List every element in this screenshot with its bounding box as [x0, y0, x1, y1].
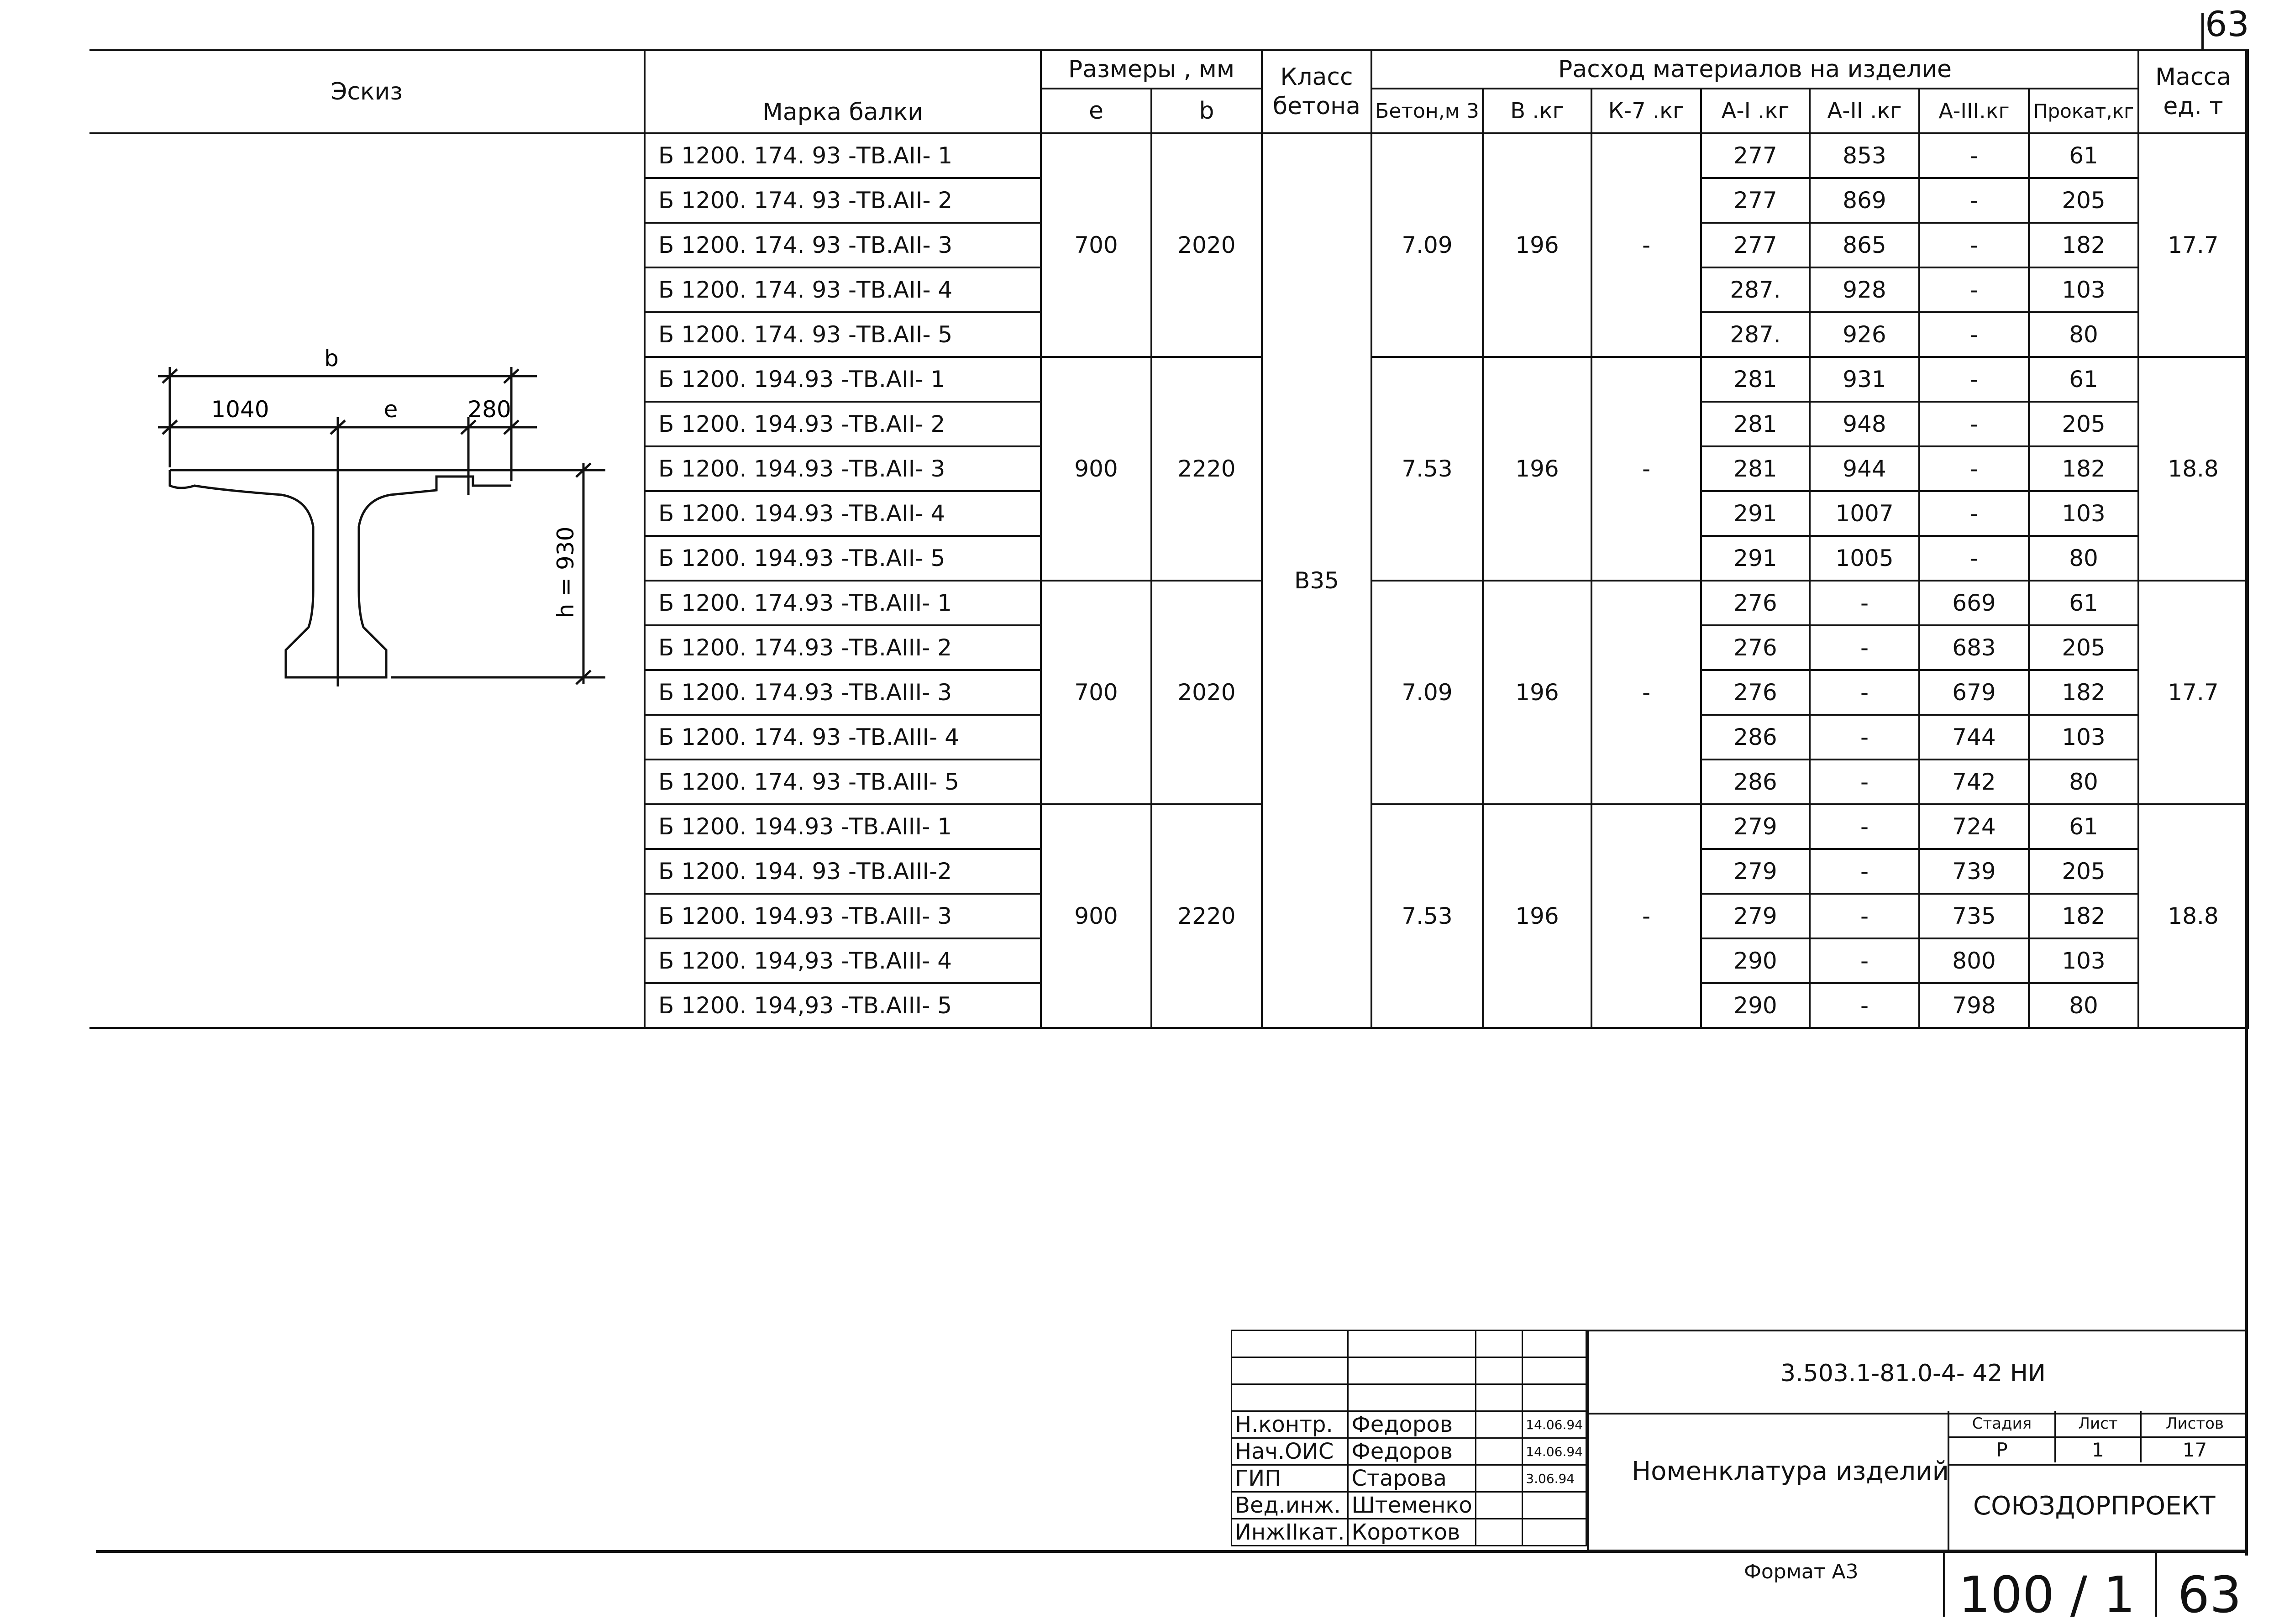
row-a3: 669 — [1919, 581, 2029, 625]
row-rolled: 182 — [2029, 894, 2138, 938]
row-a3: - — [1919, 446, 2029, 491]
group-mass: 18.8 — [2138, 804, 2248, 1028]
beam-section-sketch — [89, 134, 645, 1015]
row-a2: - — [1810, 983, 1919, 1028]
sign-date — [1523, 1492, 1586, 1519]
col-a1: А-I .кг — [1701, 89, 1810, 133]
row-a2: 865 — [1810, 223, 1919, 267]
row-mark: Б 1200. 194,93 -ТВ.АIII- 5 — [645, 983, 1041, 1028]
signature-row — [1232, 1492, 1586, 1519]
sheets-value: 17 — [2182, 1439, 2207, 1461]
dim-left: 1040 — [211, 396, 269, 423]
row-rolled: 61 — [2029, 357, 2138, 402]
row-a3: - — [1919, 357, 2029, 402]
row-rolled: 80 — [2029, 983, 2138, 1028]
document-title: Номенклатура изделий — [1632, 1456, 1949, 1486]
col-k7: К-7 .кг — [1591, 89, 1701, 133]
row-a1: 276 — [1701, 670, 1810, 715]
row-a1: 277 — [1701, 178, 1810, 223]
group-mass: 17.7 — [2138, 581, 2248, 804]
row-a3: 742 — [1919, 760, 2029, 804]
group-b: 2220 — [1151, 357, 1262, 581]
dim-e: e — [383, 396, 398, 423]
role: ИнжIIкат. — [1232, 1519, 1348, 1546]
signature-row — [1232, 1465, 1586, 1492]
row-a1: 286 — [1701, 715, 1810, 760]
row-rolled: 61 — [2029, 804, 2138, 849]
signature-row — [1232, 1519, 1586, 1546]
dim-h: h = 930 — [552, 526, 579, 618]
row-a1: 281 — [1701, 446, 1810, 491]
sheet-number-bottom: 63 — [2178, 1566, 2242, 1624]
row-a1: 281 — [1701, 357, 1810, 402]
row-rolled: 205 — [2029, 849, 2138, 894]
row-a2: - — [1810, 938, 1919, 983]
row-a1: 276 — [1701, 625, 1810, 670]
row-a1: 279 — [1701, 849, 1810, 894]
row-rolled: 61 — [2029, 581, 2138, 625]
role: ГИП — [1232, 1465, 1348, 1492]
row-a2: - — [1810, 581, 1919, 625]
row-mark: Б 1200. 174. 93 -ТВ.АII- 2 — [645, 178, 1041, 223]
row-a2: 1007 — [1810, 491, 1919, 536]
org-box — [1948, 1464, 2248, 1551]
row-rolled: 103 — [2029, 267, 2138, 312]
row-a1: 291 — [1701, 491, 1810, 536]
group-v: 196 — [1483, 804, 1591, 1028]
group-concrete: 7.09 — [1371, 581, 1483, 804]
row-a1: 291 — [1701, 536, 1810, 581]
person-name: Коротков — [1348, 1519, 1476, 1546]
row-a2: 931 — [1810, 357, 1919, 402]
row-mark: Б 1200. 174. 93 -ТВ.АIII- 4 — [645, 715, 1041, 760]
signature-row — [1232, 1411, 1586, 1438]
col-a3: А-III.кг — [1919, 89, 2029, 133]
sign-date — [1523, 1519, 1586, 1546]
title-block — [1231, 1330, 2248, 1551]
person-name: Федоров — [1348, 1411, 1476, 1438]
sheet-value: 1 — [2056, 1438, 2142, 1462]
col-mark: Марка балки — [645, 50, 1041, 133]
row-a2: 944 — [1810, 446, 1919, 491]
group-mass: 17.7 — [2138, 133, 2248, 357]
col-a2: А-II .кг — [1810, 89, 1919, 133]
sign-date: 14.06.94 — [1523, 1411, 1586, 1438]
row-a2: 869 — [1810, 178, 1919, 223]
row-rolled: 80 — [2029, 760, 2138, 804]
row-a3: 798 — [1919, 983, 2029, 1028]
group-v: 196 — [1483, 133, 1591, 357]
album-divider-right — [2155, 1553, 2157, 1617]
row-rolled: 103 — [2029, 938, 2138, 983]
row-rolled: 205 — [2029, 625, 2138, 670]
row-a3: 800 — [1919, 938, 2029, 983]
row-mark: Б 1200. 174.93 -ТВ.АIII- 2 — [645, 625, 1041, 670]
sheet-label: Лист — [2056, 1411, 2142, 1438]
row-rolled: 205 — [2029, 178, 2138, 223]
row-a3: - — [1919, 312, 2029, 357]
sheet-number-divider — [2201, 13, 2204, 49]
row-mark: Б 1200. 194. 93 -ТВ.АIII-2 — [645, 849, 1041, 894]
row-a3: - — [1919, 402, 2029, 446]
row-a1: 277 — [1701, 223, 1810, 267]
row-mark: Б 1200. 174.93 -ТВ.АIII- 3 — [645, 670, 1041, 715]
col-concrete-m3: Бетон,м 3 — [1371, 89, 1483, 133]
col-materials: Расход материалов на изделие — [1371, 50, 2138, 89]
row-a2: - — [1810, 760, 1919, 804]
row-a3: 679 — [1919, 670, 2029, 715]
col-b: b — [1151, 89, 1262, 133]
row-a1: 277 — [1701, 133, 1810, 178]
row-mark: Б 1200. 174. 93 -ТВ.АII- 1 — [645, 133, 1041, 178]
group-b: 2020 — [1151, 581, 1262, 804]
col-mass: Масса ед. т — [2138, 50, 2248, 133]
row-a3: 724 — [1919, 804, 2029, 849]
organization: СОЮЗДОРПРОЕКТ — [1973, 1491, 2216, 1521]
person-name: Штеменко — [1348, 1492, 1476, 1519]
group-b: 2220 — [1151, 804, 1262, 1028]
row-rolled: 182 — [2029, 446, 2138, 491]
group-concrete: 7.53 — [1371, 357, 1483, 581]
row-a2: 853 — [1810, 133, 1919, 178]
row-a1: 287. — [1701, 267, 1810, 312]
stage-label: Стадия — [1949, 1411, 2056, 1438]
role: Вед.инж. — [1232, 1492, 1348, 1519]
row-a3: 744 — [1919, 715, 2029, 760]
row-rolled: 103 — [2029, 715, 2138, 760]
row-mark: Б 1200. 194.93 -ТВ.АII- 2 — [645, 402, 1041, 446]
row-mark: Б 1200. 174.93 -ТВ.АIII- 1 — [645, 581, 1041, 625]
signatures-table — [1231, 1330, 1587, 1546]
row-a2: - — [1810, 804, 1919, 849]
group-e: 700 — [1041, 133, 1151, 357]
row-a2: - — [1810, 849, 1919, 894]
row-a2: 1005 — [1810, 536, 1919, 581]
group-e: 900 — [1041, 357, 1151, 581]
group-e: 700 — [1041, 581, 1151, 804]
row-a3: - — [1919, 133, 2029, 178]
col-e: e — [1041, 89, 1151, 133]
row-a2: - — [1810, 670, 1919, 715]
col-rolled: Прокат,кг — [2029, 89, 2138, 133]
row-a3: - — [1919, 536, 2029, 581]
row-a3: - — [1919, 223, 2029, 267]
col-concrete-class: Класс бетона — [1262, 50, 1371, 133]
row-mark: Б 1200. 174. 93 -ТВ.АIII- 5 — [645, 760, 1041, 804]
person-name: Федоров — [1348, 1438, 1476, 1465]
row-a2: - — [1810, 625, 1919, 670]
row-rolled: 103 — [2029, 491, 2138, 536]
sheets-label: Листов — [2142, 1411, 2248, 1438]
format-label: Формат А3 — [1744, 1560, 1859, 1583]
sketch-cell — [89, 133, 645, 1028]
group-k7: - — [1591, 133, 1701, 357]
role: Н.контр. — [1232, 1411, 1348, 1438]
title-box — [1587, 1411, 1949, 1551]
row-a3: 683 — [1919, 625, 2029, 670]
row-a2: 928 — [1810, 267, 1919, 312]
group-concrete: 7.53 — [1371, 804, 1483, 1028]
row-mark: Б 1200. 174. 93 -ТВ.АII- 4 — [645, 267, 1041, 312]
row-a1: 290 — [1701, 983, 1810, 1028]
group-e: 900 — [1041, 804, 1151, 1028]
row-a2: - — [1810, 894, 1919, 938]
sign-date: 14.06.94 — [1523, 1438, 1586, 1465]
row-a2: 926 — [1810, 312, 1919, 357]
person-name: Старова — [1348, 1465, 1476, 1492]
row-rolled: 80 — [2029, 312, 2138, 357]
role: Нач.ОИС — [1232, 1438, 1348, 1465]
sign-date: 3.06.94 — [1523, 1465, 1586, 1492]
dim-b: b — [324, 345, 339, 372]
stage-value: Р — [1949, 1438, 2056, 1462]
row-mark: Б 1200. 194.93 -ТВ.АII- 5 — [645, 536, 1041, 581]
doc-code-box — [1587, 1330, 2248, 1414]
row-a2: - — [1810, 715, 1919, 760]
row-rolled: 182 — [2029, 670, 2138, 715]
group-mass: 18.8 — [2138, 357, 2248, 581]
row-rolled: 80 — [2029, 536, 2138, 581]
row-a1: 279 — [1701, 804, 1810, 849]
row-a1: 286 — [1701, 760, 1810, 804]
col-v: В .кг — [1483, 89, 1591, 133]
table-row — [89, 133, 2248, 178]
dim-right: 280 — [467, 396, 511, 423]
album-number: 100 / 1 — [1959, 1566, 2135, 1624]
row-a3: 739 — [1919, 849, 2029, 894]
sheet-number-top: 63 — [2205, 4, 2249, 44]
row-rolled: 61 — [2029, 133, 2138, 178]
row-mark: Б 1200. 174. 93 -ТВ.АII- 3 — [645, 223, 1041, 267]
group-v: 196 — [1483, 357, 1591, 581]
group-v: 196 — [1483, 581, 1591, 804]
row-a3: - — [1919, 267, 2029, 312]
row-a1: 281 — [1701, 402, 1810, 446]
row-a1: 279 — [1701, 894, 1810, 938]
concrete-class-value: В35 — [1262, 133, 1371, 1028]
col-sketch: Эскиз — [89, 50, 645, 133]
group-b: 2020 — [1151, 133, 1262, 357]
row-rolled: 182 — [2029, 223, 2138, 267]
row-mark: Б 1200. 194.93 -ТВ.АIII- 1 — [645, 804, 1041, 849]
stage-box — [1948, 1411, 2248, 1466]
row-a2: 948 — [1810, 402, 1919, 446]
row-mark: Б 1200. 194,93 -ТВ.АIII- 4 — [645, 938, 1041, 983]
group-concrete: 7.09 — [1371, 133, 1483, 357]
row-a1: 290 — [1701, 938, 1810, 983]
spec-table — [89, 49, 2249, 1029]
row-a3: - — [1919, 178, 2029, 223]
row-a1: 287. — [1701, 312, 1810, 357]
row-mark: Б 1200. 194.93 -ТВ.АII- 4 — [645, 491, 1041, 536]
row-a3: - — [1919, 491, 2029, 536]
row-a3: 735 — [1919, 894, 2029, 938]
doc-code: 3.503.1-81.0-4- 42 НИ — [1780, 1360, 2046, 1387]
col-dimensions: Размеры , мм — [1041, 50, 1262, 89]
row-mark: Б 1200. 194.93 -ТВ.АII- 1 — [645, 357, 1041, 402]
row-rolled: 205 — [2029, 402, 2138, 446]
row-mark: Б 1200. 194.93 -ТВ.АIII- 3 — [645, 894, 1041, 938]
group-k7: - — [1591, 581, 1701, 804]
row-mark: Б 1200. 194.93 -ТВ.АII- 3 — [645, 446, 1041, 491]
row-mark: Б 1200. 174. 93 -ТВ.АII- 5 — [645, 312, 1041, 357]
signature-row — [1232, 1438, 1586, 1465]
row-a1: 276 — [1701, 581, 1810, 625]
group-k7: - — [1591, 357, 1701, 581]
group-k7: - — [1591, 804, 1701, 1028]
album-divider-left — [1943, 1553, 1945, 1617]
